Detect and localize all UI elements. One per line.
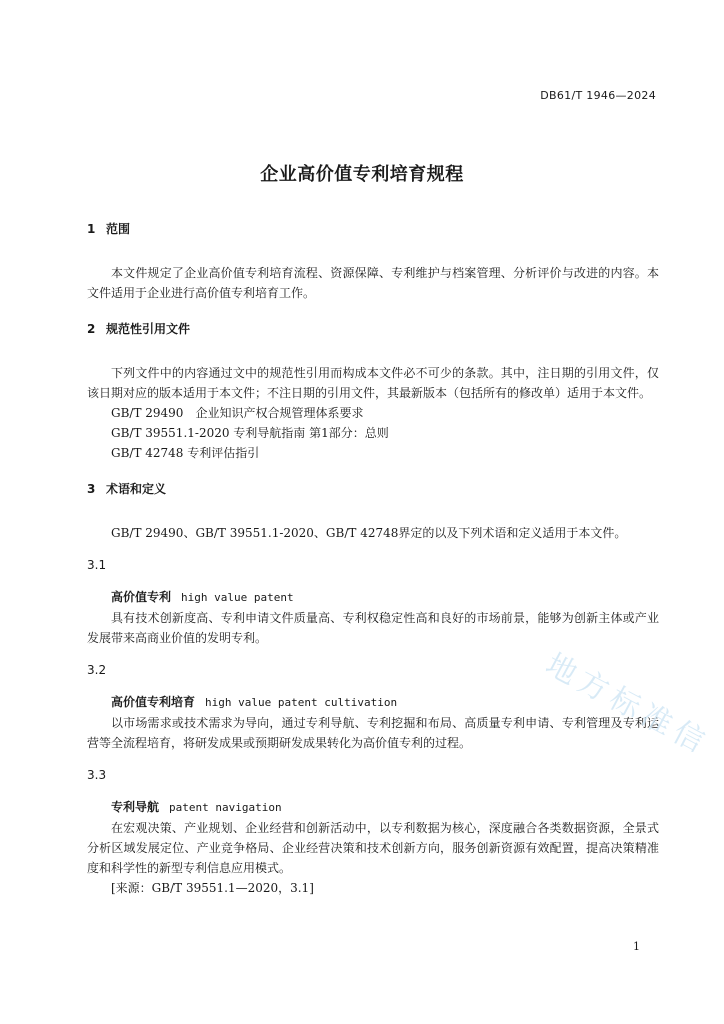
term-definition: 以市场需求或技术需求为导向，通过专利导航、专利挖掘和布局、高质量专利申请、专利管理及专利运营等全流程培育，将研发成果或预期研发成果转化为高价值专利的过程。: [87, 716, 659, 750]
term-definition: 在宏观决策、产业规划、企业经营和创新活动中，以专利数据为核心，深度融合各类数据资源，全景式分析区域发展定位、产业竞争格局、企业经营决策和技术创新方向，服务创新资源有效配置，提高决策精准度和科学性的新型专利信息应用模式。: [87, 821, 659, 875]
reference-item: GB/T 39551.1-2020 专利导航指南 第1部分：总则: [111, 426, 389, 440]
section-2-heading: [87, 319, 659, 339]
section-title: 规范性引用文件: [106, 322, 191, 336]
document-body: [87, 219, 659, 898]
section-title: 术语和定义: [106, 482, 167, 496]
term-english: high value patent cultivation: [205, 696, 398, 709]
section-number: 1: [87, 222, 96, 236]
section-1-paragraph: 本文件规定了企业高价值专利培育流程、资源保障、专利维护与档案管理、分析评价与改进的内容。本文件适用于企业进行高价值专利培育工作。: [87, 266, 659, 300]
reference-item: GB/T 29490 企业知识产权合规管理体系要求: [111, 406, 364, 420]
term-source: [来源：GB/T 39551.1—2020，3.1]: [111, 881, 314, 895]
term-chinese: 专利导航: [111, 800, 160, 814]
watermark: 地方标准信: [539, 647, 716, 763]
term-number: 3.1: [87, 558, 107, 572]
term-english: high value patent: [181, 591, 294, 604]
section-1-heading: [87, 219, 659, 239]
term-chinese: 高价值专利培育: [111, 695, 196, 709]
section-number: 3: [87, 482, 96, 496]
term-number: 3.3: [87, 768, 107, 782]
page-number: 1: [633, 940, 640, 953]
term-entry: [87, 587, 659, 608]
document-title: 企业高价值专利培育规程: [260, 164, 464, 185]
section-3-heading: [87, 479, 659, 499]
section-title: 范围: [106, 222, 131, 236]
term-chinese: 高价值专利: [111, 590, 172, 604]
term-entry: [87, 797, 659, 818]
term-definition: 具有技术创新度高、专利申请文件质量高、专利权稳定性高和良好的市场前景，能够为创新主体或产业发展带来高商业价值的发明专利。: [87, 611, 659, 645]
reference-item: GB/T 42748 专利评估指引: [111, 446, 260, 460]
term-english: patent navigation: [169, 801, 282, 814]
section-3-paragraph: GB/T 29490、GB/T 39551.1-2020、GB/T 42748界定的以及下列术语和定义适用于本文件。: [111, 526, 627, 540]
standard-number: DB61/T 1946—2024: [540, 89, 656, 102]
section-number: 2: [87, 322, 96, 336]
section-2-paragraph: 下列文件中的内容通过文中的规范性引用而构成本文件必不可少的条款。其中，注日期的引用文件，仅该日期对应的版本适用于本文件；不注日期的引用文件，其最新版本（包括所有的修改单）适用于本文件。: [87, 366, 659, 400]
term-number: 3.2: [87, 663, 107, 677]
